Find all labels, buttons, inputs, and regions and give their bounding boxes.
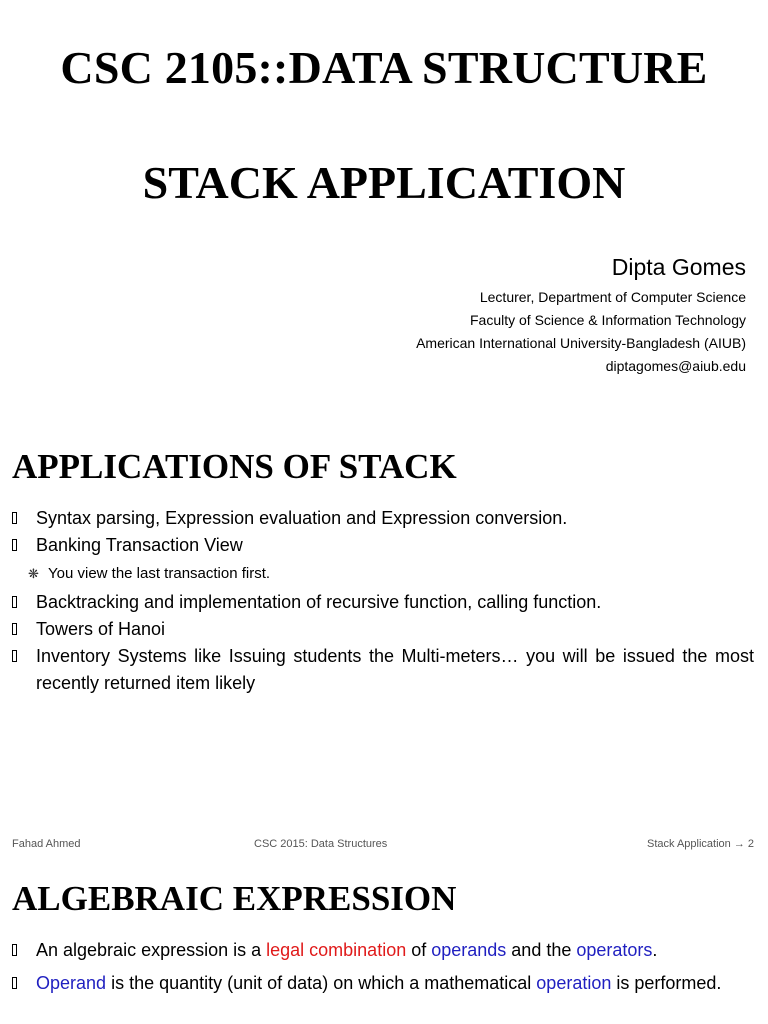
bullet-icon [12,596,17,608]
list-item [12,532,754,559]
list-item [12,616,754,643]
bullet-list [12,937,754,1003]
bullet-icon [12,623,17,635]
slide-heading: APPLICATIONS OF STACK [12,447,457,486]
slide-title: STACK APPLICATION [142,157,626,208]
footer-course: CSC 2015: Data Structures [254,838,388,850]
list-item [12,937,754,964]
slide-heading: ALGEBRAIC EXPRESSION [12,879,457,918]
term-text: operation [536,973,612,993]
bullet-icon [12,539,17,551]
footer-page: Stack Application → 2 [646,838,754,850]
flower-bullet-icon: ❋ [28,566,39,581]
bullet-list [12,505,754,697]
bullet-icon [12,650,17,662]
course-title: CSC 2105::DATA STRUCTURE [60,42,708,93]
bullet-text: An algebraic expression is a [36,940,267,960]
footer-author: Fahad Ahmed [12,838,81,850]
bullet-icon [12,512,17,524]
bullet-text: of [406,940,432,960]
sub-list-item [12,559,754,589]
bullet-text: is the quantity (unit of data) on which a mathematical [106,973,537,993]
bullet-text: Syntax parsing, Expression evaluation and Expression conversion. [36,508,568,528]
term-text: operators [576,940,653,960]
author-title: Lecturer, Department of Computer Science [479,289,746,305]
bullet-text: Banking Transaction View [36,535,243,555]
author-university: American International University-Bangladesh (AIUB) [416,335,746,351]
bullet-text: Inventory Systems like Issuing students the Multi-meters… you will be issued the most recently returned item likely [36,646,754,693]
author-name: Dipta Gomes [611,254,746,280]
author-email: diptagomes@aiub.edu [605,358,746,374]
bullet-text: . [652,940,658,960]
author-block [416,252,746,378]
bullet-icon [12,977,17,989]
list-item [12,970,754,997]
bullet-text: Towers of Hanoi [36,619,166,639]
bullet-text: is performed. [611,973,722,993]
bullet-text: Backtracking and implementation of recursive function, calling function. [36,592,602,612]
highlight-text: legal combination [266,940,407,960]
list-item [12,643,754,697]
author-faculty: Faculty of Science & Information Technology [469,312,746,328]
term-text: Operand [36,973,107,993]
bullet-text: and the [506,940,577,960]
sub-bullet-text: You view the last transaction first. [48,565,271,582]
term-text: operands [431,940,507,960]
list-item [12,505,754,532]
bullet-icon [12,944,17,956]
list-item [12,589,754,616]
